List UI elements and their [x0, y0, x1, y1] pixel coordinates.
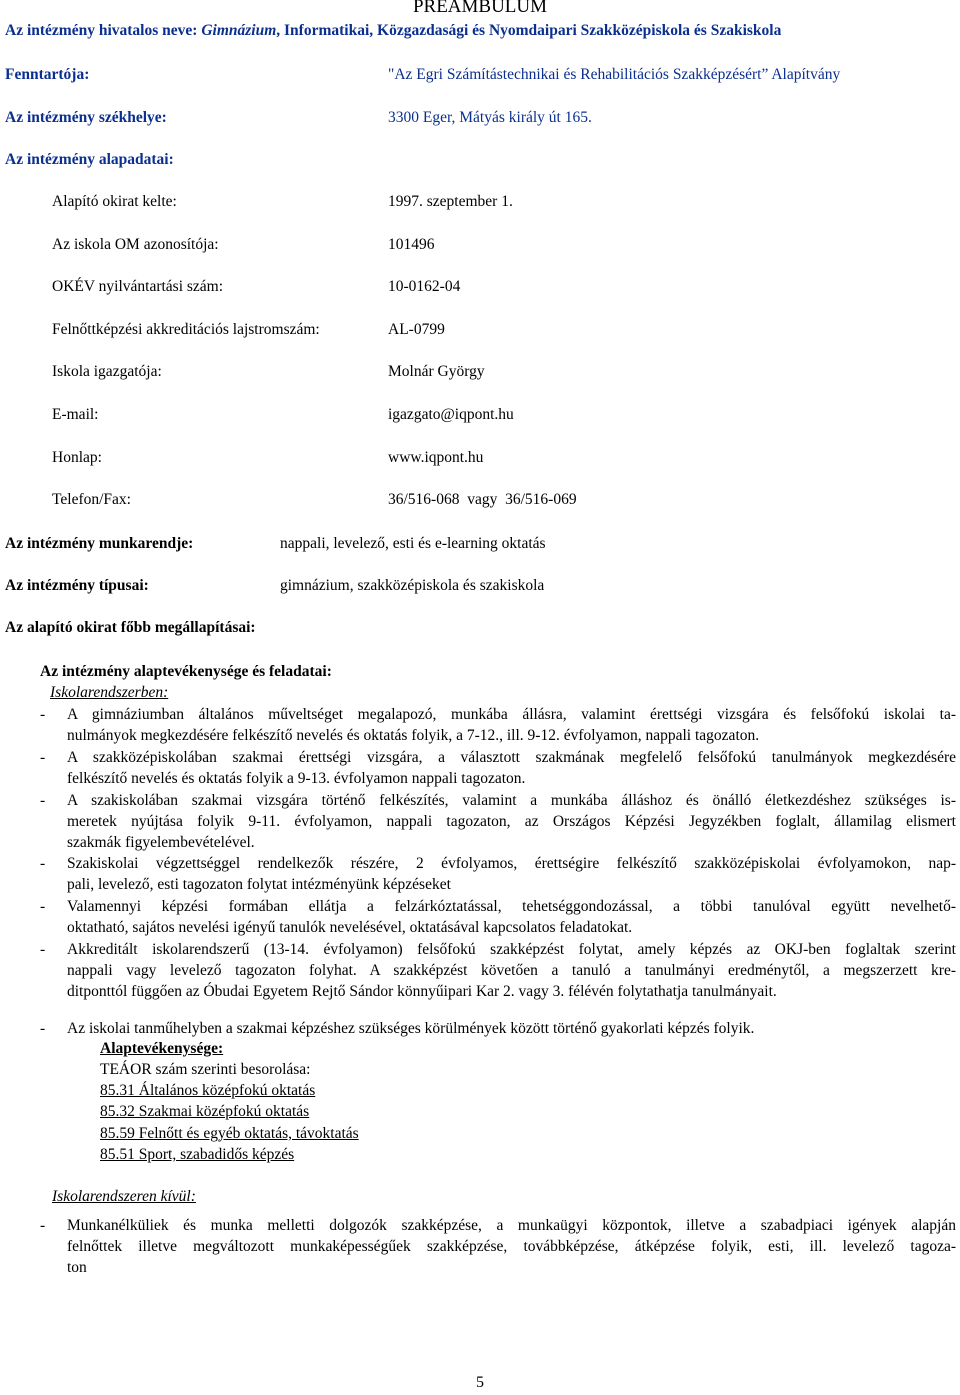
teaor-label: TEÁOR szám szerinti besorolása: [100, 1061, 311, 1078]
basic-row-value: www.iqpont.hu [388, 449, 484, 466]
bullet-dash: - [40, 898, 46, 915]
bullet-line: A gimnáziumban általános műveltséget megalapozó, munkába állásra, valamint érettségi vizsgára és felsőfokú iskolai ta- [67, 706, 956, 723]
bullet-dash: - [40, 1020, 46, 1037]
bullet-line: Munkanélküliek és munka melletti dolgozók szakképzése, a munkaügyi központok, illetve a szabadpiaci igények alapján [67, 1217, 956, 1234]
basic-data-heading: Az intézmény alapadatai: [5, 151, 174, 168]
official-name-italic: Gimnázium [201, 22, 277, 39]
basic-row-value: 10-0162-04 [388, 278, 461, 295]
work-schedule-value: nappali, levelező, esti és e-learning oktatás [280, 535, 546, 552]
bullet-line: nulmányok megkezdésére felkészítő nevelés és oktatás folyik, a 7-12., ill. 9-12. évfolyamon, nappali tagozaton. [67, 727, 760, 744]
types-label: Az intézmény típusai: [5, 577, 149, 594]
basic-row-label: Az iskola OM azonosítója: [52, 236, 219, 253]
bullet-line: Szakiskolai végzettséggel rendelkezők részére, 2 évfolyamos, érettségire felkészítő szakközépiskolai évfolyamokon, nap- [67, 855, 956, 872]
bullet-dash: - [40, 1217, 46, 1234]
basic-row-label: Iskola igazgatója: [52, 363, 162, 380]
bullet-item [40, 853, 956, 895]
official-name-rest: , Informatikai, Közgazdasági és Nyomdaipari Szakközépiskola és Szakiskola [276, 22, 782, 39]
bullet-item [40, 790, 956, 853]
bullet-line: ditponttól függően az Óbudai Egyetem Rejtő Sándor könnyűipari Kar 2. vagy 3. félévén folytathatja tanulmányait. [67, 983, 777, 1000]
basic-row-label: Alapító okirat kelte: [52, 193, 177, 210]
bullet-line: nappali vagy levelező tagozaton folyhat. A szakképzést követően a tanuló a tanulmányi eredménytől, a megszerzett kre- [67, 962, 956, 979]
basic-row-value: AL-0799 [388, 321, 445, 338]
school-system-heading: Iskolarendszerben: [50, 684, 169, 701]
bullet-dash: - [40, 706, 46, 723]
bullet-line: felnőttek illetve megváltozott munkaképességűek szakképzése, továbbképzése, átképzése folyik, esti, ill. levelező tagoza- [67, 1238, 956, 1255]
seat-value: 3300 Eger, Mátyás király út 165. [388, 109, 592, 126]
teaor-item: 85.32 Szakmai középfokú oktatás [100, 1103, 310, 1121]
basic-row-value: 1997. szeptember 1. [388, 193, 513, 210]
bullet-line: felkészítő nevelés és oktatás folyik a 9-13. évfolyamon nappali tagozaton. [67, 770, 526, 787]
basic-row-value: 101496 [388, 236, 435, 253]
bullet-item [40, 1215, 956, 1278]
bullet-line: A szakiskolában szakmai vizsgára történő felkészítés, valamint a munkába álláshoz és önálló életkezdéshez szükséges is- [67, 792, 956, 809]
core-activity-heading: Alaptevékenysége: [100, 1040, 224, 1057]
bullet-dash: - [40, 749, 46, 766]
seat-label: Az intézmény székhelye: [5, 109, 167, 126]
official-name-line [5, 22, 781, 40]
bullet-item [40, 747, 956, 789]
maintainer-label: Fenntartója: [5, 66, 90, 83]
deed-heading: Az alapító okirat főbb megállapításai: [5, 619, 256, 636]
bullet-line: Akkreditált iskolarendszerű (13-14. évfolyamon) felsőfokú szakképzést folytat, amely képzés az OKJ-ben foglaltak szerint [67, 941, 956, 958]
teaor-item: 85.59 Felnőtt és egyéb oktatás, távoktatás [100, 1124, 359, 1142]
basic-row-label: OKÉV nyilvántartási szám: [52, 278, 224, 295]
bullet-dash: - [40, 941, 46, 958]
bullet-line: A szakközépiskolában szakmai érettségi vizsgára, a választott szakmának megfelelő felsőfokú tanulmányok megkezdésére [67, 749, 956, 766]
bullet-line: meretek nyújtása folyik 9-11. évfolyamon, nappali tagozaton, az Országos Képzési Jegyzékben foglalt, államilag elismert [67, 813, 956, 830]
official-name-label: Az intézmény hivatalos neve: [5, 22, 202, 39]
bullet-dash: - [40, 855, 46, 872]
basic-row-label: Honlap: [52, 449, 102, 466]
basic-row-label: Telefon/Fax: [52, 491, 131, 508]
bullet-line: oktatható, sajátos nevelési igényű tanulók nevelésével, oktatásával kapcsolatos feladatokat. [67, 919, 633, 936]
bullet-item [40, 704, 956, 746]
bullet-line: Az iskolai tanműhelyben a szakmai képzéshez szükséges körülmények között történő gyakorlati képzés folyik. [67, 1020, 755, 1037]
basic-row-value: 36/516-068 vagy 36/516-069 [388, 491, 577, 508]
basic-row-value: igazgato@iqpont.hu [388, 406, 514, 423]
page-title: PREAMBULUM [412, 0, 548, 17]
types-value: gimnázium, szakközépiskola és szakiskola [280, 577, 545, 594]
basic-row-value: Molnár György [388, 363, 485, 380]
basic-row-label: Felnőttképzési akkreditációs lajstromszám: [52, 321, 320, 338]
bullet-line: szakmák figyelembevételével. [67, 834, 255, 851]
bullet-line: pali, levelező, esti tagozaton folytat intézményünk képzéseket [67, 876, 451, 893]
maintainer-value: "Az Egri Számítástechnikai és Rehabilitációs Szakképzésért” Alapítvány [388, 66, 841, 83]
bullet-line: ton [67, 1259, 87, 1276]
teaor-item: 85.51 Sport, szabadidős képzés [100, 1145, 295, 1163]
bullet-item [40, 939, 956, 1002]
activity-heading: Az intézmény alaptevékenysége és feladatai: [40, 663, 332, 680]
basic-row-label: E-mail: [52, 406, 99, 423]
bullet-line: Valamennyi képzési formában ellátja a felzárkóztatással, tehetséggondozással, a többi tanulóval együtt nevelhető- [67, 898, 956, 915]
teaor-item: 85.31 Általános középfokú oktatás [100, 1082, 316, 1099]
page-number: 5 [476, 1374, 484, 1391]
outside-heading: Iskolarendszeren kívül: [52, 1188, 196, 1205]
work-schedule-label: Az intézmény munkarendje: [5, 535, 194, 552]
bullet-item [40, 896, 956, 938]
bullet-item [40, 1018, 956, 1039]
bullet-dash: - [40, 792, 46, 809]
